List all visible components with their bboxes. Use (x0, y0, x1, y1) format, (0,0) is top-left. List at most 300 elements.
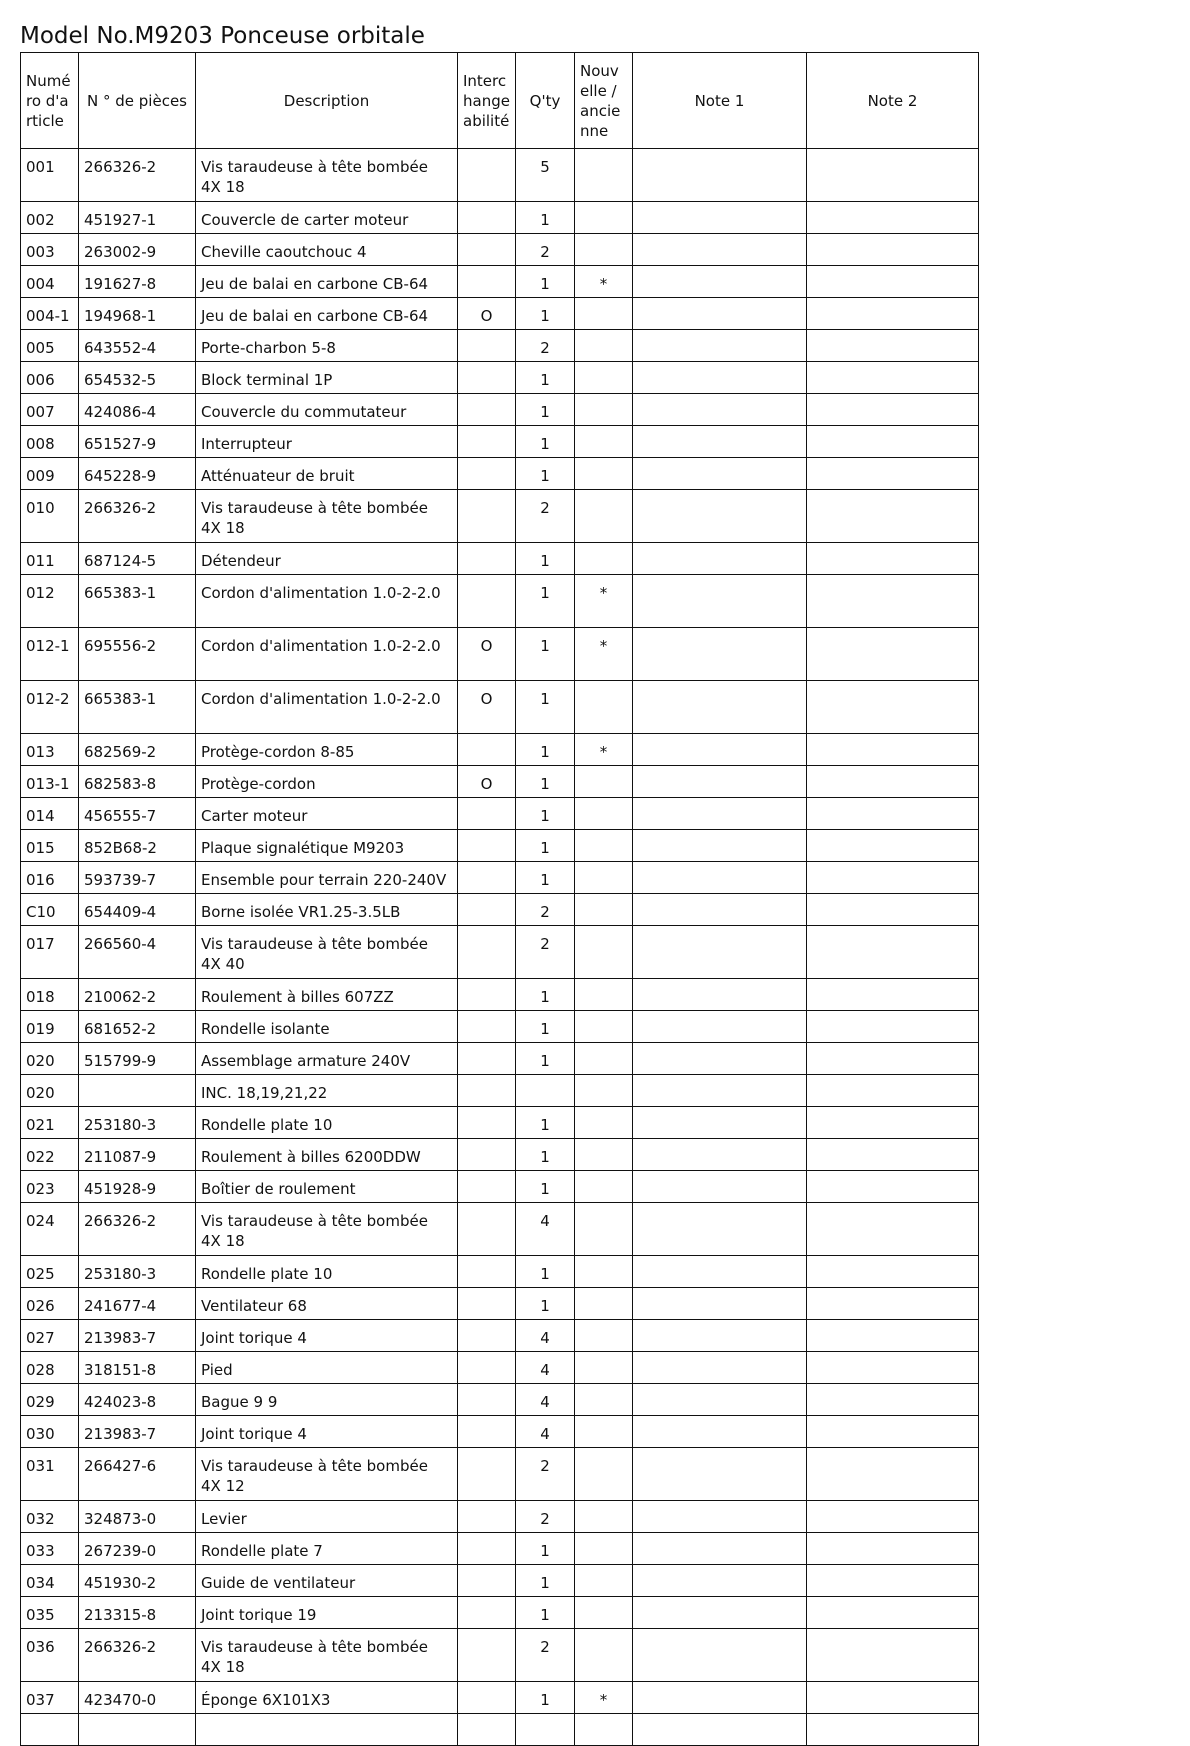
cell-description: Joint torique 19 (196, 1597, 458, 1629)
cell-new-old (575, 1416, 633, 1448)
table-row (21, 926, 979, 979)
cell-part-no: 651527-9 (79, 426, 196, 458)
cell-item-no: 022 (21, 1139, 79, 1171)
cell-description: Bague 9 9 (196, 1384, 458, 1416)
cell-note1 (633, 734, 807, 766)
cell-note1 (633, 1171, 807, 1203)
cell-new-old (575, 490, 633, 543)
cell-interchangeability (458, 798, 516, 830)
cell-new-old (575, 1320, 633, 1352)
cell-part-no: 266326-2 (79, 1203, 196, 1256)
cell-qty: 1 (516, 681, 575, 734)
cell-qty (516, 1714, 575, 1746)
cell-note1 (633, 1320, 807, 1352)
cell-part-no: 424023-8 (79, 1384, 196, 1416)
cell-description: Levier (196, 1501, 458, 1533)
header-new-old: Nouvelle / ancienne (575, 53, 633, 149)
cell-note1 (633, 234, 807, 266)
cell-note2 (807, 734, 979, 766)
cell-description: Carter moteur (196, 798, 458, 830)
cell-note1 (633, 202, 807, 234)
table-row (21, 575, 979, 628)
table-row (21, 1384, 979, 1416)
table-row (21, 362, 979, 394)
cell-interchangeability (458, 979, 516, 1011)
cell-description: Boîtier de roulement (196, 1171, 458, 1203)
cell-part-no: 451930-2 (79, 1565, 196, 1597)
cell-interchangeability (458, 1320, 516, 1352)
cell-new-old (575, 426, 633, 458)
cell-interchangeability (458, 1043, 516, 1075)
cell-note1 (633, 543, 807, 575)
cell-note1 (633, 1597, 807, 1629)
cell-item-no: 018 (21, 979, 79, 1011)
cell-interchangeability (458, 149, 516, 202)
cell-new-old (575, 394, 633, 426)
cell-interchangeability (458, 1203, 516, 1256)
parts-table-container (20, 52, 978, 1709)
cell-interchangeability (458, 1171, 516, 1203)
cell-note2 (807, 1171, 979, 1203)
cell-interchangeability (458, 1533, 516, 1565)
cell-part-no: 643552-4 (79, 330, 196, 362)
cell-new-old (575, 1384, 633, 1416)
cell-description: Cordon d'alimentation 1.0-2-2.0 (196, 681, 458, 734)
cell-part-no: 682583-8 (79, 766, 196, 798)
table-body (21, 149, 979, 1746)
cell-description: Block terminal 1P (196, 362, 458, 394)
cell-interchangeability (458, 1107, 516, 1139)
cell-qty: 1 (516, 1682, 575, 1714)
cell-item-no (21, 1714, 79, 1746)
cell-note2 (807, 394, 979, 426)
cell-interchangeability (458, 1629, 516, 1682)
cell-part-no: 451927-1 (79, 202, 196, 234)
parts-table (20, 52, 979, 1746)
cell-note2 (807, 1320, 979, 1352)
cell-note2 (807, 543, 979, 575)
table-row (21, 1533, 979, 1565)
table-row (21, 1597, 979, 1629)
table-row (21, 628, 979, 681)
cell-new-old (575, 202, 633, 234)
cell-part-no: 253180-3 (79, 1256, 196, 1288)
table-row (21, 1043, 979, 1075)
cell-interchangeability (458, 1256, 516, 1288)
cell-part-no: 423470-0 (79, 1682, 196, 1714)
cell-note1 (633, 458, 807, 490)
table-row (21, 1682, 979, 1714)
cell-note1 (633, 830, 807, 862)
cell-part-no: 194968-1 (79, 298, 196, 330)
cell-new-old (575, 1203, 633, 1256)
table-row (21, 1416, 979, 1448)
cell-description: Atténuateur de bruit (196, 458, 458, 490)
cell-description: Vis taraudeuse à tête bombée 4X 18 (196, 1629, 458, 1682)
cell-note1 (633, 1075, 807, 1107)
cell-new-old (575, 1139, 633, 1171)
cell-new-old (575, 234, 633, 266)
cell-new-old (575, 458, 633, 490)
header-qty: Q'ty (516, 53, 575, 149)
cell-note1 (633, 894, 807, 926)
cell-qty: 5 (516, 149, 575, 202)
cell-note1 (633, 926, 807, 979)
cell-note2 (807, 1714, 979, 1746)
header-part-no: N ° de pièces (79, 53, 196, 149)
cell-description: Vis taraudeuse à tête bombée 4X 12 (196, 1448, 458, 1501)
cell-interchangeability (458, 266, 516, 298)
cell-description: Couvercle du commutateur (196, 394, 458, 426)
header-note2: Note 2 (807, 53, 979, 149)
header-note1: Note 1 (633, 53, 807, 149)
cell-interchangeability (458, 458, 516, 490)
cell-note2 (807, 1075, 979, 1107)
cell-qty: 2 (516, 1448, 575, 1501)
cell-note1 (633, 681, 807, 734)
cell-item-no: 019 (21, 1011, 79, 1043)
cell-part-no: 266427-6 (79, 1448, 196, 1501)
cell-qty: 4 (516, 1320, 575, 1352)
cell-interchangeability (458, 1416, 516, 1448)
cell-interchangeability (458, 1714, 516, 1746)
cell-item-no: 004 (21, 266, 79, 298)
cell-part-no: 515799-9 (79, 1043, 196, 1075)
cell-item-no: 006 (21, 362, 79, 394)
cell-note2 (807, 362, 979, 394)
cell-description: Jeu de balai en carbone CB-64 (196, 266, 458, 298)
table-row (21, 458, 979, 490)
cell-note1 (633, 149, 807, 202)
cell-new-old: * (575, 628, 633, 681)
cell-note1 (633, 1565, 807, 1597)
cell-note2 (807, 202, 979, 234)
table-row (21, 798, 979, 830)
cell-item-no: 014 (21, 798, 79, 830)
cell-description: INC. 18,19,21,22 (196, 1075, 458, 1107)
table-row (21, 1714, 979, 1746)
table-row (21, 394, 979, 426)
cell-part-no: 665383-1 (79, 575, 196, 628)
table-row (21, 830, 979, 862)
cell-description: Cheville caoutchouc 4 (196, 234, 458, 266)
cell-description: Rondelle plate 10 (196, 1107, 458, 1139)
cell-description: Borne isolée VR1.25-3.5LB (196, 894, 458, 926)
cell-part-no: 266326-2 (79, 149, 196, 202)
cell-note2 (807, 266, 979, 298)
cell-item-no: 020 (21, 1075, 79, 1107)
cell-description: Pied (196, 1352, 458, 1384)
cell-qty: 4 (516, 1352, 575, 1384)
cell-qty: 1 (516, 979, 575, 1011)
cell-part-no: 263002-9 (79, 234, 196, 266)
cell-qty: 1 (516, 575, 575, 628)
cell-part-no: 682569-2 (79, 734, 196, 766)
cell-note2 (807, 1597, 979, 1629)
cell-qty: 1 (516, 202, 575, 234)
cell-note2 (807, 1288, 979, 1320)
cell-qty: 2 (516, 330, 575, 362)
table-row (21, 490, 979, 543)
header-description: Description (196, 53, 458, 149)
cell-note1 (633, 1682, 807, 1714)
cell-note2 (807, 1011, 979, 1043)
cell-note2 (807, 862, 979, 894)
table-row (21, 734, 979, 766)
table-row (21, 1075, 979, 1107)
cell-note1 (633, 394, 807, 426)
cell-item-no: 026 (21, 1288, 79, 1320)
cell-qty: 2 (516, 234, 575, 266)
cell-description: Interrupteur (196, 426, 458, 458)
cell-item-no: 033 (21, 1533, 79, 1565)
cell-note2 (807, 1384, 979, 1416)
cell-new-old (575, 1714, 633, 1746)
cell-note1 (633, 1416, 807, 1448)
cell-new-old (575, 1043, 633, 1075)
cell-note2 (807, 1565, 979, 1597)
cell-qty: 4 (516, 1416, 575, 1448)
cell-note1 (633, 1107, 807, 1139)
cell-new-old (575, 1256, 633, 1288)
cell-new-old: * (575, 575, 633, 628)
cell-new-old (575, 330, 633, 362)
cell-qty: 1 (516, 1288, 575, 1320)
cell-qty: 2 (516, 926, 575, 979)
header-item-no: Numéro d'article (21, 53, 79, 149)
cell-item-no: 034 (21, 1565, 79, 1597)
cell-part-no: 266326-2 (79, 1629, 196, 1682)
cell-new-old (575, 1288, 633, 1320)
cell-interchangeability (458, 1682, 516, 1714)
cell-description: Vis taraudeuse à tête bombée 4X 40 (196, 926, 458, 979)
table-row (21, 234, 979, 266)
cell-item-no: 008 (21, 426, 79, 458)
cell-item-no: 010 (21, 490, 79, 543)
table-row (21, 266, 979, 298)
table-row (21, 1203, 979, 1256)
table-row (21, 1139, 979, 1171)
table-row (21, 894, 979, 926)
cell-part-no (79, 1714, 196, 1746)
cell-interchangeability (458, 394, 516, 426)
cell-qty: 1 (516, 394, 575, 426)
cell-description: Vis taraudeuse à tête bombée 4X 18 (196, 490, 458, 543)
cell-new-old (575, 149, 633, 202)
cell-part-no: 267239-0 (79, 1533, 196, 1565)
table-row (21, 330, 979, 362)
cell-item-no: 020 (21, 1043, 79, 1075)
cell-interchangeability (458, 1288, 516, 1320)
cell-note1 (633, 1629, 807, 1682)
cell-new-old (575, 1448, 633, 1501)
cell-new-old (575, 362, 633, 394)
table-row (21, 1352, 979, 1384)
cell-qty: 1 (516, 266, 575, 298)
cell-part-no: 210062-2 (79, 979, 196, 1011)
cell-part-no: 424086-4 (79, 394, 196, 426)
cell-note1 (633, 1043, 807, 1075)
cell-note2 (807, 298, 979, 330)
cell-note2 (807, 830, 979, 862)
cell-new-old (575, 798, 633, 830)
cell-qty: 1 (516, 862, 575, 894)
cell-qty: 1 (516, 1011, 575, 1043)
cell-part-no: 253180-3 (79, 1107, 196, 1139)
cell-description: Vis taraudeuse à tête bombée 4X 18 (196, 1203, 458, 1256)
cell-part-no: 645228-9 (79, 458, 196, 490)
cell-qty: 1 (516, 458, 575, 490)
cell-part-no: 665383-1 (79, 681, 196, 734)
cell-qty: 2 (516, 1629, 575, 1682)
cell-part-no: 213983-7 (79, 1320, 196, 1352)
cell-interchangeability (458, 330, 516, 362)
cell-interchangeability (458, 1597, 516, 1629)
cell-note1 (633, 362, 807, 394)
cell-new-old (575, 681, 633, 734)
cell-item-no: 012 (21, 575, 79, 628)
cell-interchangeability: O (458, 681, 516, 734)
cell-qty: 1 (516, 362, 575, 394)
table-row (21, 766, 979, 798)
cell-note1 (633, 766, 807, 798)
page-title: Model No.M9203 Ponceuse orbitale (20, 23, 425, 49)
table-header-row (21, 53, 979, 149)
cell-description: Jeu de balai en carbone CB-64 (196, 298, 458, 330)
cell-description: Cordon d'alimentation 1.0-2-2.0 (196, 628, 458, 681)
cell-item-no: 012-1 (21, 628, 79, 681)
cell-description: Protège-cordon (196, 766, 458, 798)
cell-note2 (807, 426, 979, 458)
cell-note2 (807, 330, 979, 362)
cell-new-old (575, 1629, 633, 1682)
cell-description: Guide de ventilateur (196, 1565, 458, 1597)
cell-new-old (575, 894, 633, 926)
cell-description: Couvercle de carter moteur (196, 202, 458, 234)
cell-qty: 1 (516, 1107, 575, 1139)
cell-note2 (807, 149, 979, 202)
cell-note2 (807, 1139, 979, 1171)
cell-qty: 1 (516, 734, 575, 766)
cell-qty: 1 (516, 1565, 575, 1597)
cell-note1 (633, 426, 807, 458)
cell-qty: 1 (516, 628, 575, 681)
cell-note2 (807, 766, 979, 798)
cell-new-old (575, 1075, 633, 1107)
cell-note1 (633, 1448, 807, 1501)
cell-interchangeability (458, 490, 516, 543)
cell-part-no (79, 1075, 196, 1107)
cell-new-old (575, 1352, 633, 1384)
cell-description: Roulement à billes 6200DDW (196, 1139, 458, 1171)
cell-qty: 1 (516, 1533, 575, 1565)
cell-part-no: 213983-7 (79, 1416, 196, 1448)
cell-item-no: 023 (21, 1171, 79, 1203)
cell-interchangeability (458, 543, 516, 575)
cell-description: Plaque signalétique M9203 (196, 830, 458, 862)
cell-interchangeability (458, 234, 516, 266)
cell-note2 (807, 979, 979, 1011)
cell-note1 (633, 1203, 807, 1256)
cell-note2 (807, 1256, 979, 1288)
cell-note1 (633, 1384, 807, 1416)
table-row (21, 1629, 979, 1682)
cell-item-no: 030 (21, 1416, 79, 1448)
cell-item-no: 002 (21, 202, 79, 234)
table-row (21, 862, 979, 894)
cell-description: Vis taraudeuse à tête bombée 4X 18 (196, 149, 458, 202)
cell-note1 (633, 330, 807, 362)
cell-qty: 1 (516, 1597, 575, 1629)
cell-interchangeability (458, 1075, 516, 1107)
cell-item-no: 031 (21, 1448, 79, 1501)
cell-interchangeability (458, 830, 516, 862)
cell-item-no: 004-1 (21, 298, 79, 330)
table-row (21, 298, 979, 330)
cell-part-no: 852B68-2 (79, 830, 196, 862)
cell-qty: 4 (516, 1384, 575, 1416)
cell-item-no: 007 (21, 394, 79, 426)
cell-interchangeability (458, 575, 516, 628)
cell-note1 (633, 266, 807, 298)
cell-note1 (633, 1139, 807, 1171)
cell-note2 (807, 1629, 979, 1682)
table-row (21, 1565, 979, 1597)
cell-description: Protège-cordon 8-85 (196, 734, 458, 766)
cell-new-old: * (575, 734, 633, 766)
cell-qty: 1 (516, 830, 575, 862)
cell-part-no: 451928-9 (79, 1171, 196, 1203)
cell-item-no: 016 (21, 862, 79, 894)
cell-description: Rondelle plate 10 (196, 1256, 458, 1288)
cell-new-old: * (575, 1682, 633, 1714)
cell-new-old (575, 1597, 633, 1629)
cell-new-old (575, 830, 633, 862)
cell-part-no: 266560-4 (79, 926, 196, 979)
cell-qty (516, 1075, 575, 1107)
table-row (21, 1320, 979, 1352)
table-row (21, 1011, 979, 1043)
cell-item-no: 032 (21, 1501, 79, 1533)
cell-item-no: 025 (21, 1256, 79, 1288)
cell-description: Ensemble pour terrain 220-240V (196, 862, 458, 894)
cell-note1 (633, 298, 807, 330)
cell-note1 (633, 1256, 807, 1288)
cell-item-no: 024 (21, 1203, 79, 1256)
cell-qty: 1 (516, 1256, 575, 1288)
cell-note2 (807, 1501, 979, 1533)
cell-note1 (633, 798, 807, 830)
cell-interchangeability: O (458, 628, 516, 681)
cell-item-no: 012-2 (21, 681, 79, 734)
cell-interchangeability (458, 362, 516, 394)
cell-part-no: 211087-9 (79, 1139, 196, 1171)
table-row (21, 1171, 979, 1203)
cell-qty: 1 (516, 1139, 575, 1171)
cell-description: Rondelle plate 7 (196, 1533, 458, 1565)
cell-part-no: 687124-5 (79, 543, 196, 575)
cell-description: Joint torique 4 (196, 1416, 458, 1448)
table-row (21, 149, 979, 202)
cell-qty: 1 (516, 798, 575, 830)
header-interchangeability: Interchangeabilité (458, 53, 516, 149)
cell-interchangeability: O (458, 298, 516, 330)
cell-item-no: 027 (21, 1320, 79, 1352)
cell-qty: 1 (516, 1171, 575, 1203)
cell-note1 (633, 628, 807, 681)
cell-interchangeability (458, 734, 516, 766)
cell-description: Roulement à billes 607ZZ (196, 979, 458, 1011)
